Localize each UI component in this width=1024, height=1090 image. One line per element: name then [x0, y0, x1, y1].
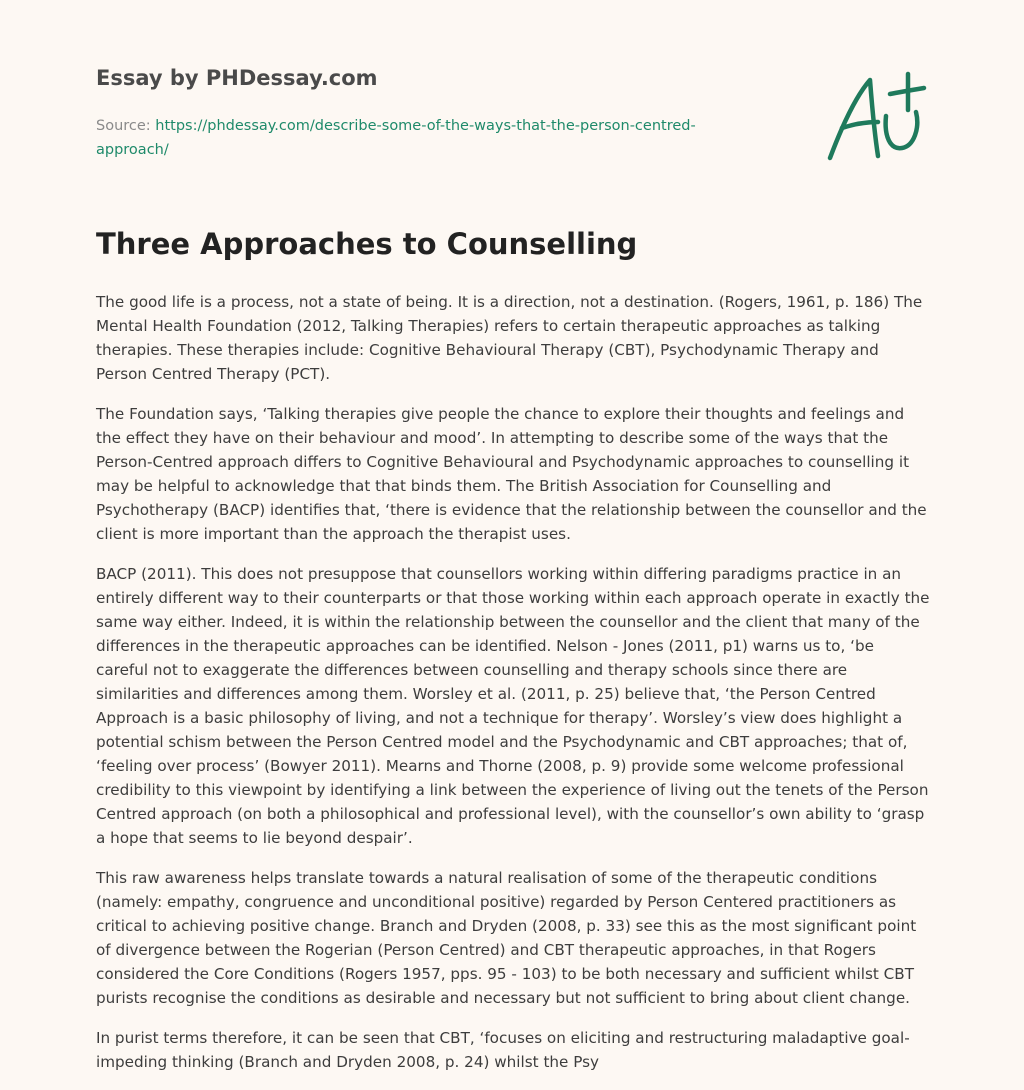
a-plus-grade-icon: [820, 66, 928, 168]
source-line: [96, 114, 756, 162]
paragraph-1: The good life is a process, not a state of being. It is a direction, not a destination. (Rogers, 1961, p. 186) The Mental Health Foundation (2012, Talking Therapies) refers to certain therapeutic approaches as talking therapies. These therapies include: Cognitive Behavioural Therapy (CBT), Psychodynamic Therapy and Person Centred Therapy (PCT).: [96, 293, 923, 383]
source-label: Source:: [96, 118, 156, 134]
site-title: Essay by PHDessay.com: [96, 66, 378, 90]
a-plus-grade-icon-graphic: [820, 66, 928, 168]
paragraph-3: BACP (2011). This does not presuppose that counsellors working within differing paradigms practice in an entirely different way to their counterparts or that those working within each approach operate in exactly the same way either. Indeed, it is within the relationship between the counsellor and the client that many of the differences in the therapeutic approaches can be identified. Nelson - Jones (2011, p1) warns us to, ‘be careful not to exaggerate the differences between counselling and therapy schools since there are similarities and differences among them. Worsley et al. (2011, p. 25) believe that, ‘the Person Centred Approach is a basic philosophy of living, and not a technique for therapy’. Worsley’s view does highlight a potential schism between the Person Centred model and the Psychodynamic and CBT approaches; that of, ‘feeling over process’ (Bowyer 2011). Mearns and Thorne (2008, p. 9) provide some welcome professional credibility to this viewpoint by identifying a link between the experience of living out the tenets of the Person Centred approach (on both a philosophical and professional level), with the counsellor’s own ability to ‘grasp a hope that seems to lie beyond despair’.: [96, 565, 930, 847]
paragraph-5: In purist terms therefore, it can be seen that CBT, ‘focuses on eliciting and restructuring maladaptive goal-impeding thinking (Branch and Dryden 2008, p. 24) whilst the Psy: [96, 1029, 910, 1071]
article-title: Three Approaches to Counselling: [96, 227, 638, 261]
article: [96, 224, 930, 1090]
source-link[interactable]: https://phdessay.com/describe-some-of-the-ways-that-the-person-centred-approach/: [96, 118, 696, 158]
page-header: [96, 64, 756, 162]
paragraph-4: This raw awareness helps translate towards a natural realisation of some of the therapeutic conditions (namely: empathy, congruence and unconditional positive) regarded by Person Centered practitioners as critical to achieving positive change. Branch and Dryden (2008, p. 33) see this as the most significant point of divergence between the Rogerian (Person Centred) and CBT therapeutic approaches, in that Rogers considered the Core Conditions (Rogers 1957, pps. 95 - 103) to be both necessary and sufficient whilst CBT purists recognise the conditions as desirable and necessary but not sufficient to bring about client change.: [96, 869, 917, 1007]
paragraph-2: The Foundation says, ‘Talking therapies give people the chance to explore their thoughts and feelings and the effect they have on their behaviour and mood’. In attempting to describe some of the ways that the Person-Centred approach differs to Cognitive Behavioural and Psychodynamic approaches to counselling it may be helpful to acknowledge that that binds them. The British Association for Counselling and Psychotherapy (BACP) identifies that, ‘there is evidence that the relationship between the counsellor and the client is more important than the approach the therapist uses.: [96, 405, 927, 543]
